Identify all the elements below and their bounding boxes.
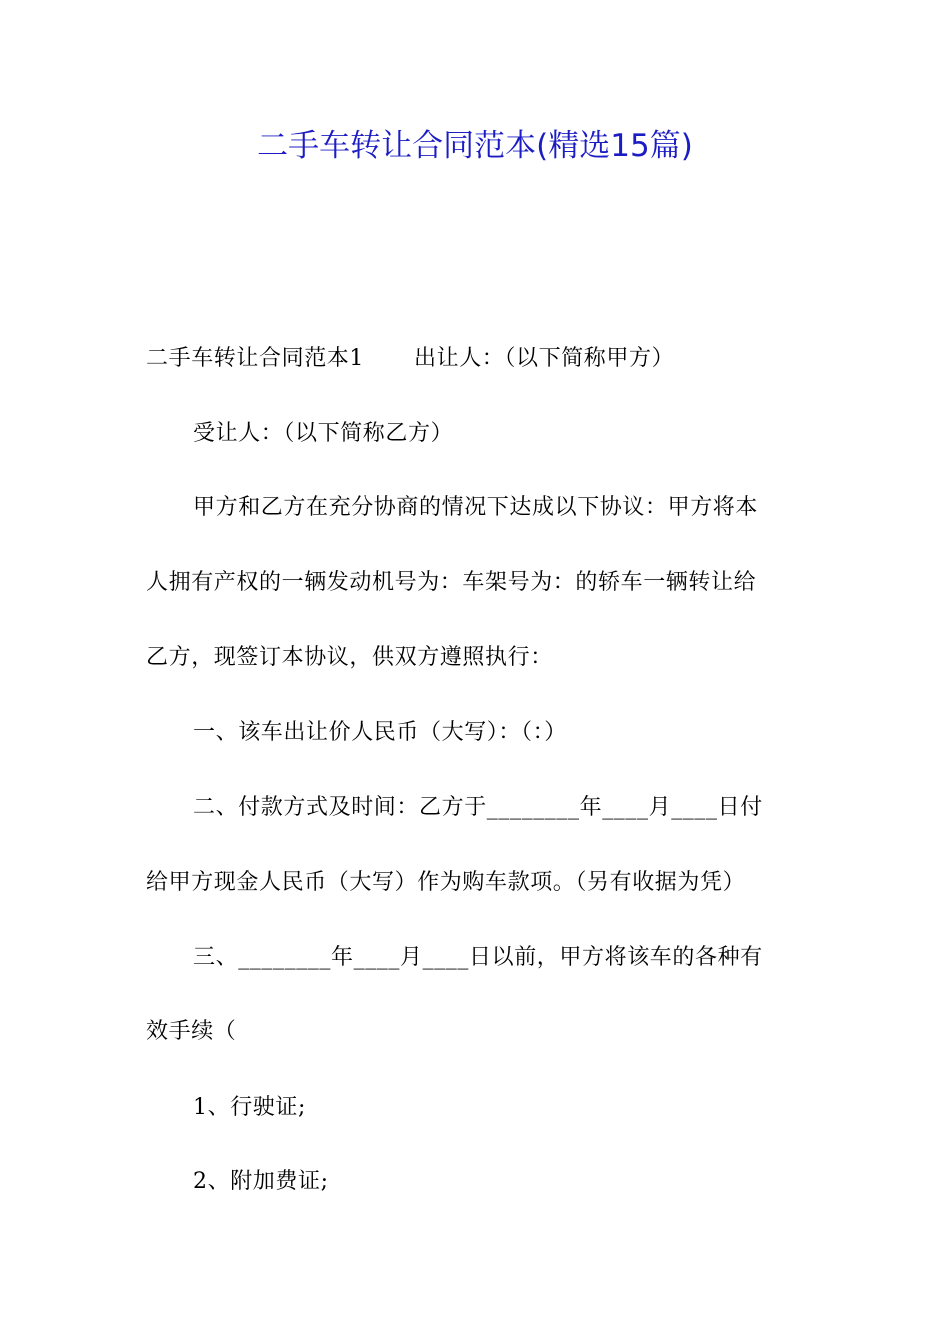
clause-payment: 二、付款方式及时间：乙方于________年____月____日付 [193,795,763,820]
paragraph-line: 人拥有产权的一辆发动机号为：车架号为：的轿车一辆转让给 [146,570,757,595]
clause-documents: 三、________年____月____日以前，甲方将该车的各种有 [193,945,763,970]
document-title: 二手车转让合同范本(精选15篇) [257,128,693,164]
list-item: 2、附加费证; [193,1169,329,1194]
section-heading-line [146,344,674,374]
section-heading: 二手车转让合同范本1 [146,346,364,371]
clause-price: 一、该车出让价人民币（大写）：（：） [193,720,567,745]
seller-line: 出让人：（以下简称甲方） [414,346,675,371]
paragraph-line: 效手续（ [146,1019,237,1044]
paragraph-line: 乙方，现签订本协议，供双方遵照执行： [146,645,553,670]
paragraph-line: 甲方和乙方在充分协商的情况下达成以下协议：甲方将本 [193,495,759,520]
paragraph-line: 给甲方现金人民币（大写）作为购车款项。（另有收据为凭） [146,870,746,895]
list-item: 1、行驶证; [193,1095,307,1120]
buyer-line: 受让人：（以下简称乙方） [193,421,454,446]
